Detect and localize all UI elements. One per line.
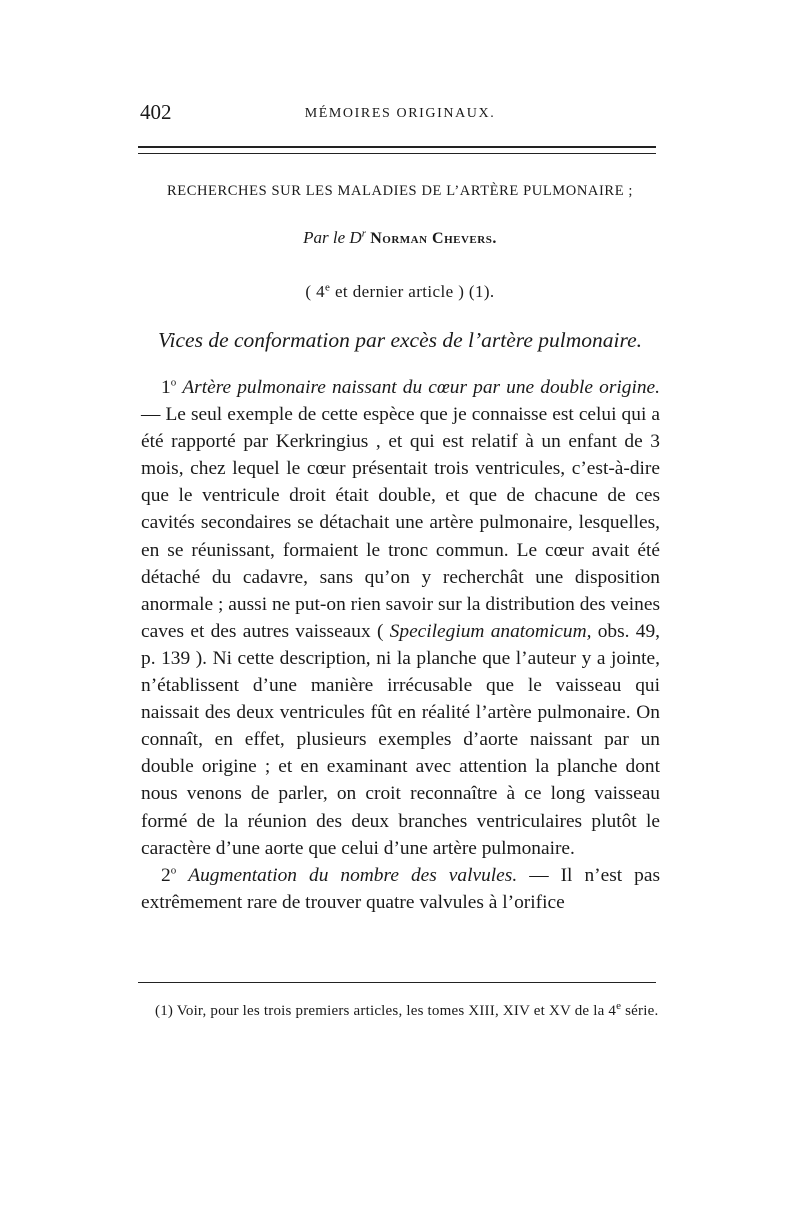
footnote	[141, 1000, 660, 1022]
section-heading: Vices de conformation par excès de l’artère pulmonaire.	[157, 328, 643, 352]
paragraph-2	[141, 862, 660, 916]
para2-number: 2	[161, 864, 171, 886]
paragraph-1	[141, 374, 660, 862]
header-double-rule	[138, 146, 656, 154]
byline-sup: r	[361, 227, 366, 240]
para1-text-b: obs. 49, p. 139 ). Ni cette description, ni la planche que l’auteur y a jointe, n’établissent d’une manière irrécusable que le vaisseau qui naissait des deux ventricules fût en réalité l’artère pulmonaire. On connaît, en effet, plusieurs exemples d’aorte naissant par un double origine ; et en examinant avec attention la planche dont nous venons de parler, on croit reconnaître à ce long vaisseau formé de la réunion des deux branches ventriculaires plutôt le caractère d’une aorte que celui d’une artère pulmonaire.	[141, 620, 660, 859]
author-name: Norman Chevers.	[370, 230, 497, 247]
footnote-rule	[138, 982, 656, 983]
running-head	[140, 100, 660, 130]
running-title: MÉMOIRES ORIGINAUX.	[304, 106, 496, 121]
para1-number: 1	[161, 377, 171, 398]
footnote-sup: e	[616, 1000, 622, 1012]
para1-citation: Specilegium anatomicum,	[389, 620, 592, 642]
footnote-text-a: (1) Voir, pour les trois premiers articles, les tomes XIII, XIV et XV de la 4	[155, 1003, 617, 1019]
para2-lead: Augmentation du nombre des valvules.	[188, 864, 518, 886]
page-number: 402	[140, 100, 172, 124]
para2-number-sup: o	[170, 864, 177, 877]
para2-text: — Il n’est pas extrêmement rare de trouver quatre valvules à l’orifice	[141, 864, 660, 913]
footnote-text-b: série.	[621, 1003, 659, 1019]
byline	[140, 228, 660, 248]
para1-lead: Artère pulmonaire naissant du cœur par une double origine.	[182, 377, 660, 398]
article-title: RECHERCHES SUR LES MALADIES DE L’ARTÈRE PULMONAIRE ;	[166, 183, 634, 199]
para1-number-sup: o	[170, 376, 177, 389]
byline-prefix: Par le D	[303, 228, 362, 247]
note-rest: et dernier article ) (1).	[330, 282, 495, 301]
note-open: ( 4	[305, 282, 326, 301]
body-text	[141, 374, 660, 916]
article-note	[140, 282, 660, 302]
para1-text-a: — Le seul exemple de cette espèce que je connaisse est celui qui a été rapporté par Kerkringius , et qui est relatif à un enfant de 3 mois, chez lequel le cœur présentait trois ventricules, c’est-à-dire que le ventricule droit était double, et que de chacune de ces cavités secondaires se détachait une artère pulmonaire, lesquelles, en se réunissant, formaient le tronc commun. Le cœur avait été détaché du cadavre, sans qu’on y recherchât une disposition anormale ; aussi ne put-on rien savoir sur la distribution des veines caves et des autres vaisseaux (	[141, 404, 660, 642]
note-sup: e	[325, 281, 331, 294]
